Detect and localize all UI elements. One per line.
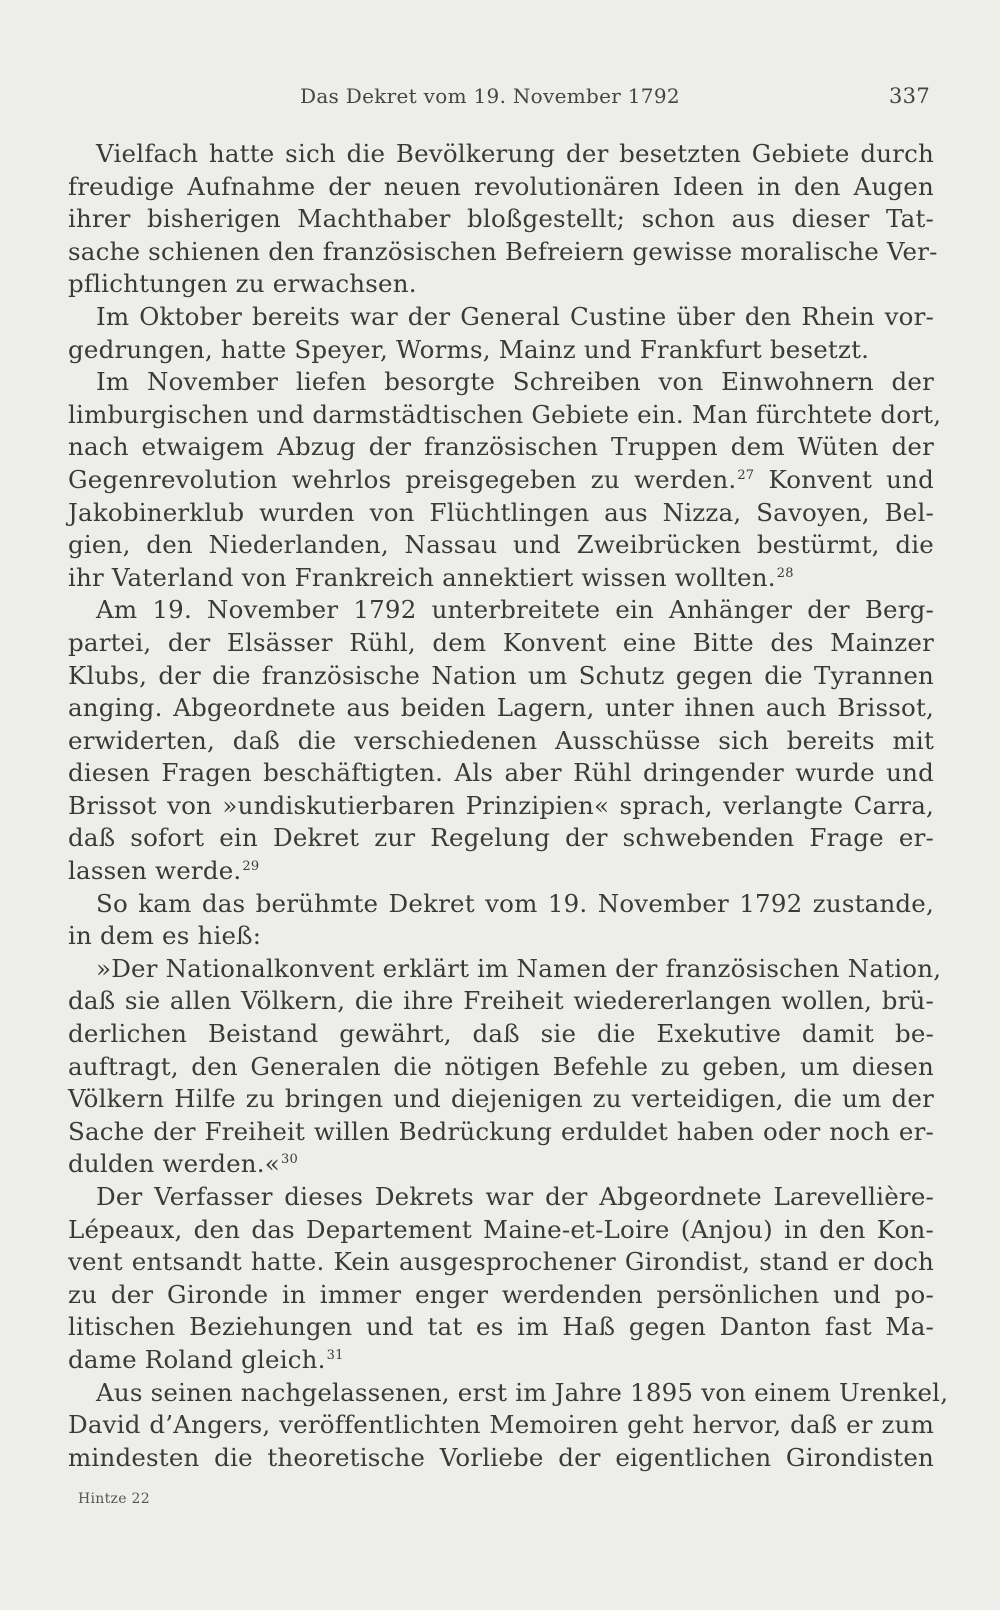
text-line bbox=[68, 822, 934, 855]
line-text: ihr Vaterland von Frankreich annektiert wissen wollten. bbox=[68, 562, 776, 592]
line-text: daß sie allen Völkern, die ihre Freiheit wiedererlangen wollen, brü- bbox=[68, 986, 934, 1016]
line-text: So kam das berühmte Dekret vom 19. November 1792 zustande, bbox=[96, 888, 934, 918]
text-line bbox=[68, 138, 934, 171]
text-line bbox=[68, 920, 934, 953]
text-line bbox=[68, 855, 934, 888]
line-text: daß sofort ein Dekret zur Regelung der schwebenden Frage er- bbox=[68, 823, 934, 853]
text-line bbox=[68, 171, 934, 204]
text-line bbox=[68, 236, 938, 269]
line-text: ihrer bisherigen Machthaber bloßgestellt; schon aus dieser Tat- bbox=[68, 204, 934, 234]
line-text: zu der Gironde in immer enger werdenden persönlichen und po- bbox=[68, 1279, 934, 1309]
text-line bbox=[68, 1214, 934, 1247]
footnote-reference[interactable]: 27 bbox=[737, 467, 755, 483]
line-text: Völkern Hilfe zu bringen und diejenigen zu verteidigen, die um der bbox=[68, 1084, 934, 1114]
footnote-reference[interactable]: 29 bbox=[242, 858, 260, 874]
text-line bbox=[68, 529, 934, 562]
line-text: Vielfach hatte sich die Bevölkerung der besetzten Gebiete durch bbox=[96, 139, 934, 168]
line-text: diesen Fragen beschäftigten. Als aber Rühl dringender wurde und bbox=[68, 758, 934, 788]
footnote-reference[interactable]: 30 bbox=[280, 1152, 298, 1168]
line-text: Sache der Freiheit willen Bedrückung erduldet haben oder noch er- bbox=[68, 1116, 934, 1146]
text-line bbox=[68, 1344, 934, 1377]
line-text: Jakobinerklub wurden von Flüchtlingen aus Nizza, Savoyen, Bel- bbox=[68, 497, 934, 527]
line-text: David d’Angers, veröffentlichten Memoiren geht hervor, daß er zum bbox=[68, 1410, 934, 1440]
line-text: Der Verfasser dieses Dekrets war der Abgeordnete Larevellière- bbox=[96, 1182, 934, 1211]
running-title: Das Dekret vom 19. November 1792 bbox=[300, 84, 680, 108]
text-line bbox=[68, 953, 942, 986]
line-text: freudige Aufnahme der neuen revolutionären Ideen in den Augen bbox=[68, 171, 934, 201]
line-text: lassen werde. bbox=[68, 856, 242, 886]
line-text: Am 19. November 1792 unterbreitete ein Anhänger der Berg- bbox=[96, 595, 934, 625]
line-text: Klubs, der die französische Nation um Schutz gegen die Tyrannen bbox=[68, 660, 934, 690]
text-line bbox=[68, 334, 934, 367]
line-text: Im November liefen besorgte Schreiben von Einwohnern der bbox=[96, 367, 934, 397]
text-line bbox=[68, 1409, 934, 1442]
text-line bbox=[68, 692, 934, 725]
text-line bbox=[68, 1442, 934, 1475]
line-text: gien, den Niederlanden, Nassau und Zweibrücken bestürmt, die bbox=[68, 530, 934, 560]
line-text: Aus seinen nachgelassenen, erst im Jahre 1895 von einem Urenkel, bbox=[96, 1377, 949, 1407]
running-header bbox=[300, 84, 930, 114]
printer-signature: Hintze 22 bbox=[78, 1491, 150, 1507]
line-text: Gegenrevolution wehrlos preisgegeben zu werden. bbox=[68, 464, 737, 494]
text-line bbox=[68, 1018, 934, 1051]
line-text: dulden werden.« bbox=[68, 1149, 280, 1179]
text-line bbox=[68, 464, 934, 497]
text-line bbox=[68, 1051, 934, 1084]
text-line bbox=[68, 268, 934, 301]
text-line bbox=[68, 497, 934, 530]
text-line bbox=[68, 594, 934, 627]
line-text: erwiderten, daß die verschiedenen Ausschüsse sich bereits mit bbox=[68, 725, 934, 755]
text-line bbox=[68, 301, 934, 334]
text-line bbox=[68, 1116, 934, 1149]
text-line bbox=[68, 366, 934, 399]
text-line bbox=[68, 1311, 934, 1344]
line-text: dame Roland gleich. bbox=[68, 1344, 326, 1374]
text-line bbox=[68, 757, 934, 790]
line-text: pflichtungen zu erwachsen. bbox=[68, 269, 417, 299]
text-line bbox=[68, 790, 934, 823]
text-line bbox=[68, 1083, 934, 1116]
line-text: in dem es hieß: bbox=[68, 921, 262, 951]
footnote-reference[interactable]: 28 bbox=[776, 565, 794, 581]
text-line bbox=[68, 660, 934, 693]
line-text-continuation: Konvent und bbox=[754, 464, 935, 494]
text-line bbox=[68, 203, 934, 236]
text-line bbox=[68, 1279, 934, 1312]
text-line bbox=[68, 431, 934, 464]
page-number: 337 bbox=[889, 84, 930, 108]
text-line bbox=[68, 985, 934, 1018]
text-line bbox=[68, 1377, 949, 1410]
line-text: Im Oktober bereits war der General Custine über den Rhein vor- bbox=[96, 301, 934, 331]
line-text: derlichen Beistand gewährt, daß sie die Exekutive damit be- bbox=[68, 1019, 934, 1049]
line-text: vent entsandt hatte. Kein ausgesprochener Girondist, stand er doch bbox=[68, 1247, 934, 1277]
line-text: gedrungen, hatte Speyer, Worms, Mainz und Frankfurt besetzt. bbox=[68, 334, 870, 364]
text-line bbox=[68, 725, 934, 758]
text-line bbox=[68, 1181, 934, 1214]
line-text: anging. Abgeordnete aus beiden Lagern, unter ihnen auch Brissot, bbox=[68, 693, 934, 723]
line-text: sache schienen den französischen Befreiern gewisse moralische Ver- bbox=[68, 236, 938, 266]
text-line bbox=[68, 1246, 934, 1279]
line-text: litischen Beziehungen und tat es im Haß gegen Danton fast Ma- bbox=[68, 1312, 934, 1342]
line-text: partei, der Elsässer Rühl, dem Konvent eine Bitte des Mainzer bbox=[68, 627, 934, 657]
text-line bbox=[68, 627, 934, 660]
line-text: limburgischen und darmstädtischen Gebiete ein. Man fürchtete dort, bbox=[68, 399, 942, 429]
text-line bbox=[68, 562, 934, 595]
text-line bbox=[68, 1148, 934, 1181]
line-text: »Der Nationalkonvent erklärt im Namen der französischen Nation, bbox=[96, 953, 942, 983]
line-text: nach etwaigem Abzug der französischen Truppen dem Wüten der bbox=[68, 432, 934, 462]
line-text: Lépeaux, den das Departement Maine-et-Loire (Anjou) in den Kon- bbox=[68, 1214, 934, 1244]
text-line bbox=[68, 399, 942, 432]
body-text bbox=[68, 138, 949, 1474]
footnote-reference[interactable]: 31 bbox=[326, 1347, 344, 1363]
text-line bbox=[68, 888, 934, 921]
line-text: mindesten die theoretische Vorliebe der eigentlichen Girondisten bbox=[68, 1442, 934, 1472]
line-text: auftragt, den Generalen die nötigen Befehle zu geben, um diesen bbox=[68, 1051, 934, 1081]
line-text: Brissot von »undiskutierbaren Prinzipien« sprach, verlangte Carra, bbox=[68, 790, 934, 820]
